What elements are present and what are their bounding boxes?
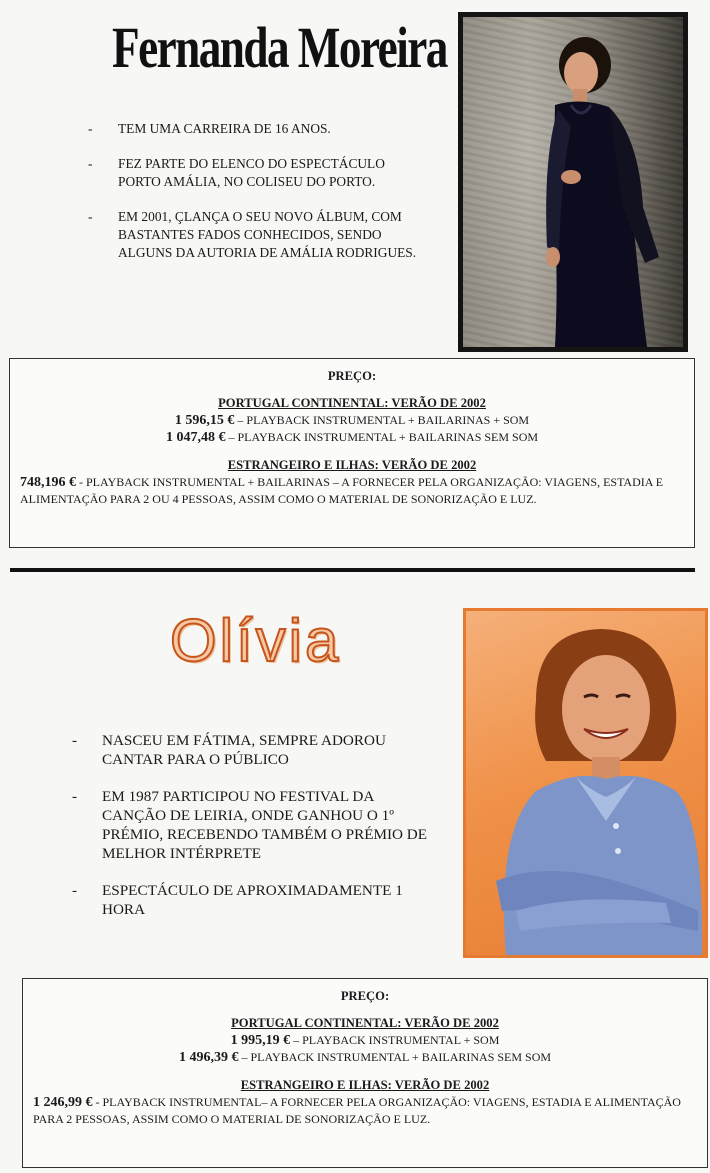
price-amount: 1 995,19 € — [230, 1033, 291, 1048]
artist-1-name: Fernanda Moreira — [112, 15, 447, 80]
price-amount: 1 596,15 € — [174, 413, 235, 428]
artist-2-name: Olívia — [170, 607, 342, 674]
price-title: PREÇO: — [327, 369, 377, 383]
list-item: - ESPECTÁCULO DE APROXIMADAMENTE 1 HORA — [72, 881, 437, 919]
list-item: - EM 2001, ÇLANÇA O SEU NOVO ÁLBUM, COM BASTANTES FADOS CONHECIDOS, SENDO ALGUNS DA AUTORIA DE AMÁLIA RODRIGUES. — [88, 208, 423, 262]
artist-2-price-box — [22, 978, 708, 1168]
price-description: - PLAYBACK INSTRUMENTAL– A FORNECER PELA ORGANIZAÇÃO: VIAGENS, ESTADIA E ALIMENTAÇÃO PARA 2 PESSOAS, ASSIM COMO O MATERIAL DE SONORIZAÇÃO E LUZ. — [33, 1095, 681, 1126]
price-title: PREÇO: — [340, 989, 390, 1003]
price-amount: 748,196 € — [20, 475, 76, 490]
price-description: - PLAYBACK INSTRUMENTAL + BAILARINAS – A FORNECER PELA ORGANIZAÇÃO: VIAGENS, ESTADIA E ALIMENTAÇÃO PARA 2 OU 4 PESSOAS, ASSIM COMO O MATERIAL DE SONORIZAÇÃO E LUZ. — [20, 475, 664, 506]
region-international-heading: ESTRANGEIRO E ILHAS: VERÃO DE 2002 — [227, 458, 477, 472]
singer-figure-illustration — [463, 17, 683, 347]
price-amount: 1 496,39 € — [178, 1050, 239, 1065]
price-line-international — [20, 474, 684, 508]
price-description: – PLAYBACK INSTRUMENTAL + BAILARINAS + SOM — [234, 413, 530, 427]
price-amount: 1 246,99 € — [33, 1095, 93, 1110]
list-item: - TEM UMA CARREIRA DE 16 ANOS. — [88, 120, 423, 138]
region-international-heading: ESTRANGEIRO E ILHAS: VERÃO DE 2002 — [240, 1078, 490, 1092]
artist-2-photo — [463, 608, 708, 958]
artist-1-bullet-list — [88, 120, 423, 279]
price-description: – PLAYBACK INSTRUMENTAL + BAILARINAS SEM SOM — [225, 430, 539, 444]
price-line — [33, 1032, 697, 1049]
list-item: - NASCEU EM FÁTIMA, SEMPRE ADOROU CANTAR PARA O PÚBLICO — [72, 731, 437, 769]
list-item: - EM 1987 PARTICIPOU NO FESTIVAL DA CANÇÃO DE LEIRIA, ONDE GANHOU O 1º PRÉMIO, RECEBENDO TAMBÉM O PRÉMIO DE MELHOR INTÉRPRETE — [72, 787, 437, 863]
list-item: - FEZ PARTE DO ELENCO DO ESPECTÁCULO PORTO AMÁLIA, NO COLISEU DO PORTO. — [88, 155, 423, 191]
region-portugal-heading: PORTUGAL CONTINENTAL: VERÃO DE 2002 — [218, 396, 486, 410]
price-line — [20, 412, 684, 429]
region-portugal-heading: PORTUGAL CONTINENTAL: VERÃO DE 2002 — [231, 1016, 499, 1030]
price-description: – PLAYBACK INSTRUMENTAL + BAILARINAS SEM SOM — [238, 1050, 552, 1064]
artist-1-photo — [458, 12, 688, 352]
price-description: – PLAYBACK INSTRUMENTAL + SOM — [290, 1033, 500, 1047]
artist-2-bullet-list — [72, 731, 437, 937]
singer-portrait-illustration — [466, 611, 705, 955]
price-line — [33, 1049, 697, 1066]
price-amount: 1 047,48 € — [165, 430, 226, 445]
section-divider — [10, 568, 695, 572]
artist-1-price-box — [9, 358, 695, 548]
price-line-international — [33, 1094, 697, 1128]
price-line — [20, 429, 684, 446]
